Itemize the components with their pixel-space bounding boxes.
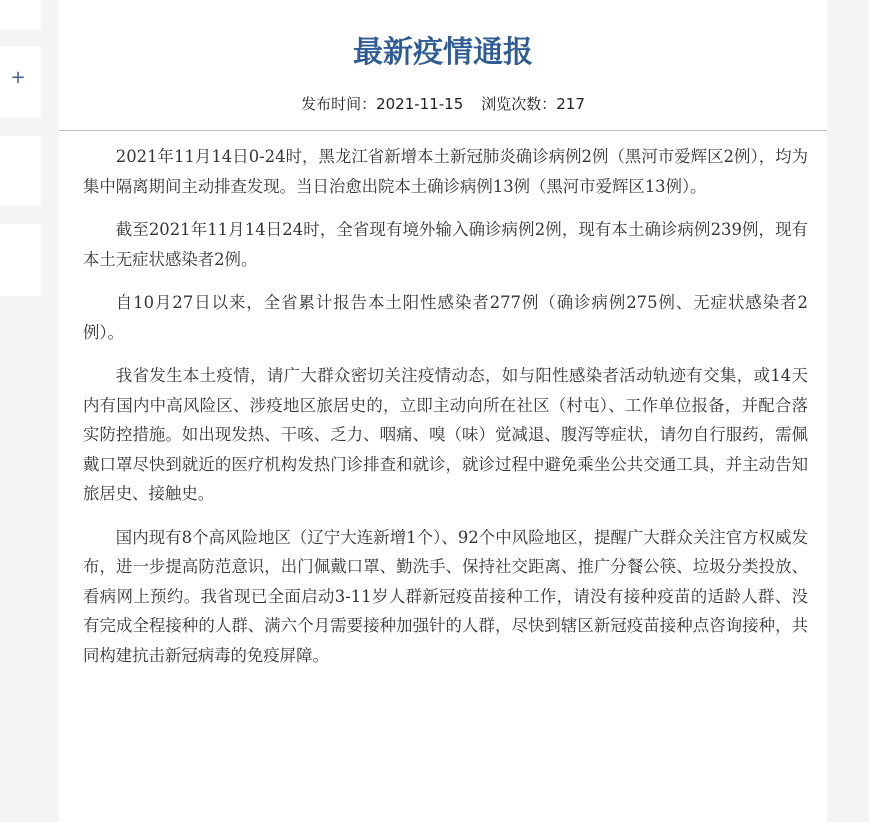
paragraph: 2021年11月14日0-24时，黑龙江省新增本土新冠肺炎确诊病例2例（黑河市爱辉区2例），均为集中隔离期间主动排查发现。当日治愈出院本土确诊病例13例（黑河市爱辉区13例）。: [83, 147, 808, 196]
sidebar-panel: [0, 224, 41, 296]
publish-time: 发布时间：2021-11-15: [301, 95, 464, 113]
article-meta: [59, 94, 827, 114]
article-body: [83, 142, 808, 684]
sidebar-panel: [0, 136, 41, 206]
plus-icon[interactable]: +: [10, 67, 26, 88]
article-panel: [59, 0, 827, 822]
paragraph: 国内现有8个高风险地区（辽宁大连新增1个）、92个中风险地区，提醒广大群众关注官方权威发布，进一步提高防范意识，出门佩戴口罩、勤洗手、保持社交距离、推广分餐公筷、垃圾分类投放、看病网上预约。我省现已全面启动3-11岁人群新冠疫苗接种工作，请没有接种疫苗的适龄人群、没有完成全程接种的人群、满六个月需要接种加强针的人群，尽快到辖区新冠疫苗接种点咨询接种，共同构建抗击新冠病毒的免疫屏障。: [83, 527, 808, 665]
paragraph: 截至2021年11月14日24时，全省现有境外输入确诊病例2例，现有本土确诊病例239例，现有本土无症状感染者2例。: [83, 220, 808, 269]
sidebar-panel-top: [0, 0, 41, 30]
view-count: 浏览次数：217: [481, 95, 585, 113]
title-divider: [59, 130, 827, 131]
article-title: 最新疫情通报: [353, 35, 533, 70]
paragraph: 自10月27日以来，全省累计报告本土阳性感染者277例（确诊病例275例、无症状感染者2例）。: [83, 293, 808, 342]
paragraph: 我省发生本土疫情，请广大群众密切关注疫情动态，如与阳性感染者活动轨迹有交集，或14天内有国内中高风险区、涉疫地区旅居史的，立即主动向所在社区（村屯）、工作单位报备，并配合落实防控措施。如出现发热、干咳、乏力、咽痛、嗅（味）觉减退、腹泻等症状，请勿自行服药，需佩戴口罩尽快到就近的医疗机构发热门诊排查和就诊，就诊过程中避免乘坐公共交通工具，并主动告知旅居史、接触史。: [83, 366, 808, 503]
sidebar-panel-expand: [0, 46, 41, 118]
